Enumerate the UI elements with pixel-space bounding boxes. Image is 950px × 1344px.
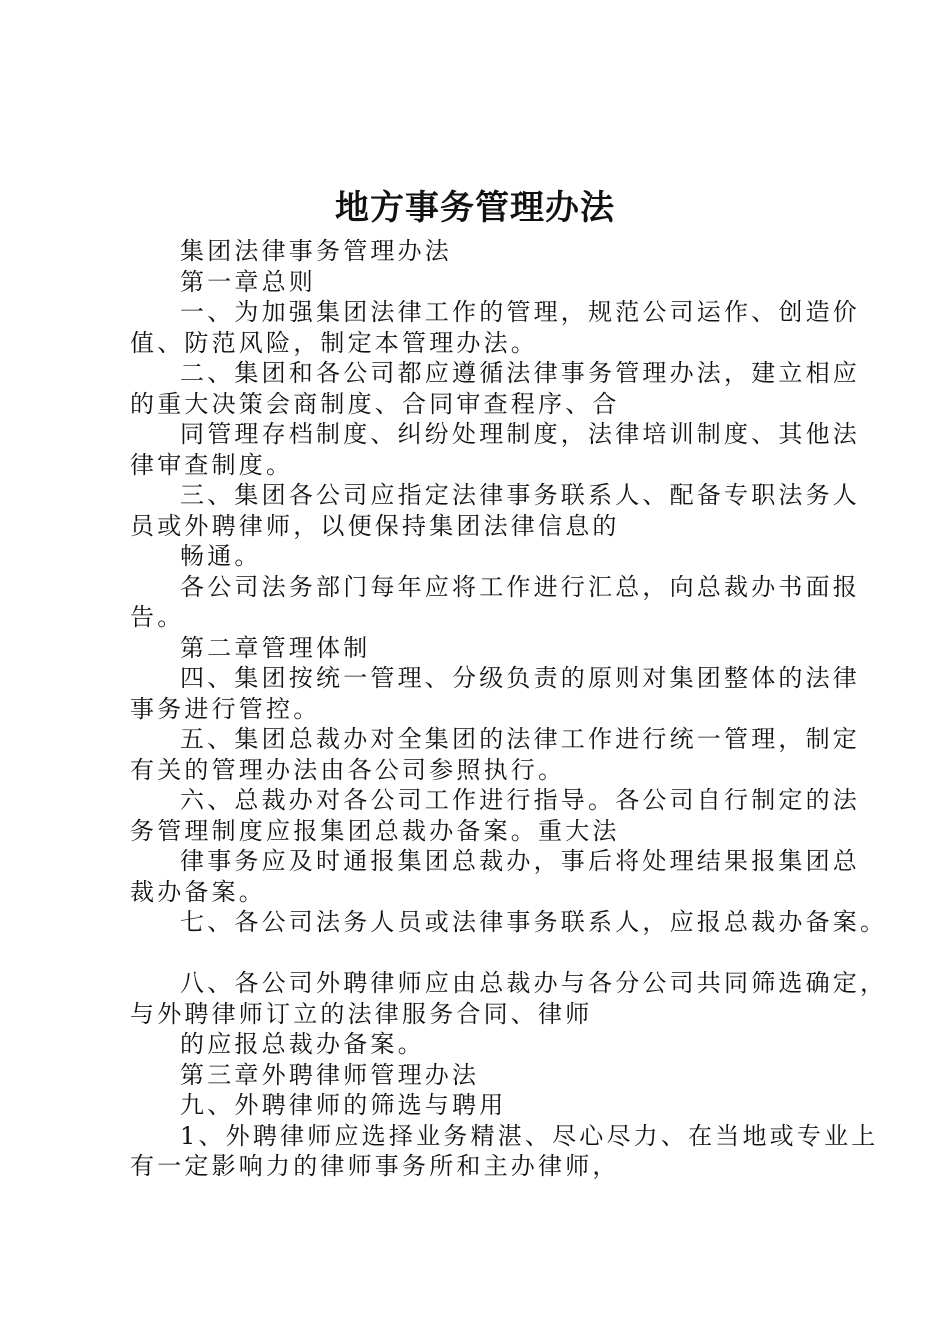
paragraph-line: 1、外聘律师应选择业务精湛、尽心尽力、在当地或专业上 bbox=[180, 1121, 879, 1150]
blank-line bbox=[130, 938, 830, 969]
paragraph-line: 律审查制度。 bbox=[130, 450, 294, 479]
paragraph-line: 与外聘律师订立的法律服务合同、律师 bbox=[130, 999, 593, 1028]
paragraph-line: 四、集团按统一管理、分级负责的原则对集团整体的法律 bbox=[180, 664, 860, 692]
paragraph-line: 的应报总裁办备案。 bbox=[180, 1030, 425, 1058]
chapter-heading: 第一章总则 bbox=[180, 267, 316, 296]
paragraph-line: 的重大决策会商制度、合同审查程序、合 bbox=[130, 389, 620, 418]
paragraph-line: 二、集团和各公司都应遵循法律事务管理办法，建立相应 bbox=[180, 359, 860, 387]
paragraph-line: 有关的管理办法由各公司参照执行。 bbox=[130, 755, 566, 784]
paragraph-line: 七、各公司法务人员或法律事务联系人，应报总裁办备案。 bbox=[180, 908, 888, 936]
paragraph-line: 告。 bbox=[130, 603, 185, 631]
document-body bbox=[130, 236, 888, 1182]
paragraph-line: 事务进行管控。 bbox=[130, 694, 321, 723]
paragraph-line: 九、外聘律师的筛选与聘用 bbox=[180, 1091, 507, 1119]
paragraph-line: 务管理制度应报集团总裁办备案。重大法 bbox=[130, 816, 620, 845]
paragraph-line: 各公司法务部门每年应将工作进行汇总，向总裁办书面报 bbox=[180, 572, 860, 601]
paragraph-line: 律事务应及时通报集团总裁办，事后将处理结果报集团总 bbox=[180, 847, 860, 875]
paragraph-line: 同管理存档制度、纠纷处理制度，法律培训制度、其他法 bbox=[180, 420, 860, 448]
chapter-heading: 第二章管理体制 bbox=[180, 633, 371, 662]
paragraph-line: 裁办备案。 bbox=[130, 877, 266, 906]
paragraph-line: 五、集团总裁办对全集团的法律工作进行统一管理，制定 bbox=[180, 725, 860, 753]
paragraph-line: 有一定影响力的律师事务所和主办律师， bbox=[130, 1152, 620, 1180]
paragraph-line: 三、集团各公司应指定法律事务联系人、配备专职法务人 bbox=[180, 481, 860, 509]
paragraph-line: 八、各公司外聘律师应由总裁办与各分公司共同筛选确定， bbox=[180, 969, 888, 997]
chapter-heading: 第三章外聘律师管理办法 bbox=[180, 1060, 480, 1089]
paragraph-line: 值、防范风险，制定本管理办法。 bbox=[130, 328, 538, 357]
paragraph-line: 六、总裁办对各公司工作进行指导。各公司自行制定的法 bbox=[180, 786, 860, 814]
paragraph-line: 集团法律事务管理办法 bbox=[180, 237, 452, 265]
document-title: 地方事务管理办法 bbox=[335, 188, 615, 228]
paragraph-line: 畅通。 bbox=[180, 542, 262, 570]
paragraph-line: 一、为加强集团法律工作的管理，规范公司运作、创造价 bbox=[180, 298, 860, 326]
paragraph-line: 员或外聘律师，以便保持集团法律信息的 bbox=[130, 511, 620, 540]
